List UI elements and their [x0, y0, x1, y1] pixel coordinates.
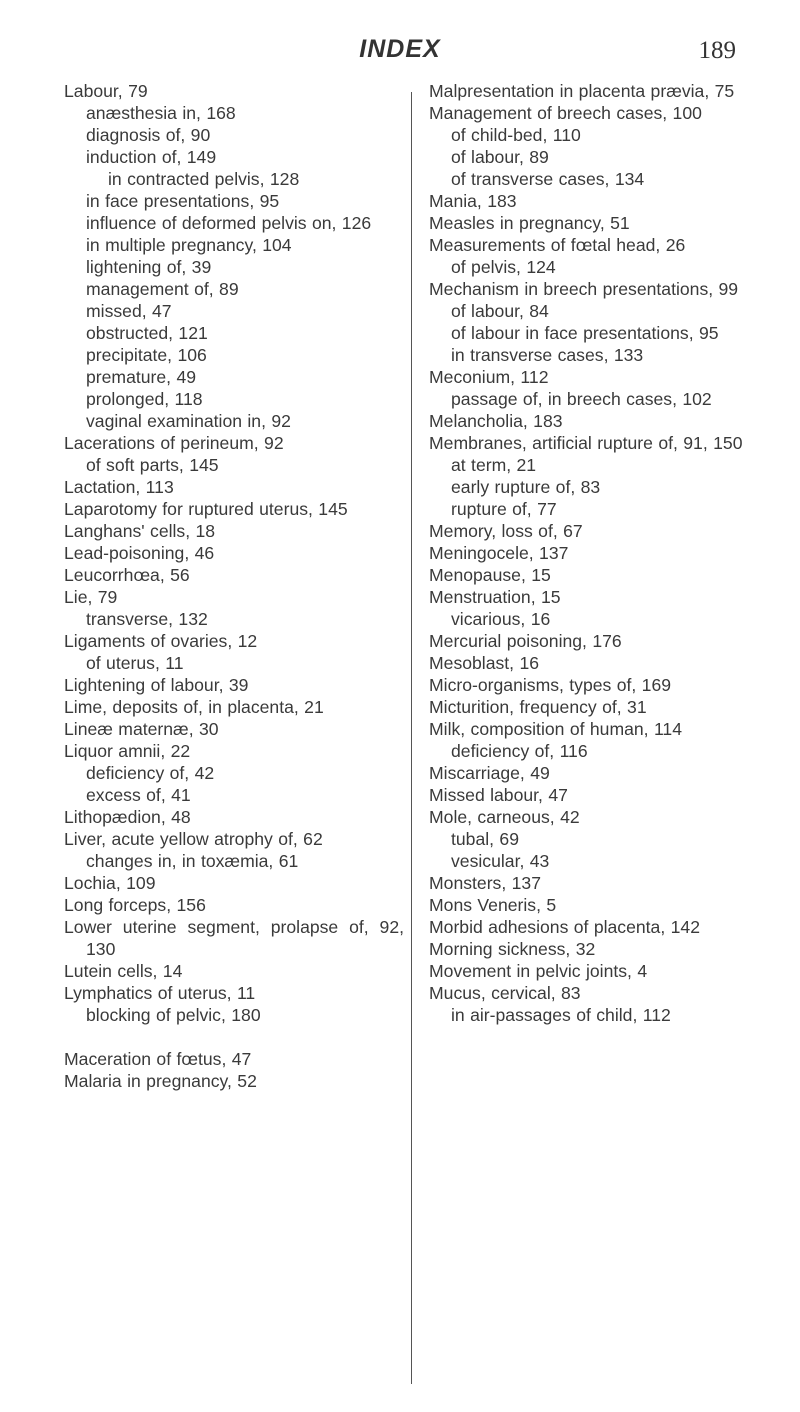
index-heading-entry: Mesoblast, 16	[429, 653, 540, 673]
index-heading-entry: Malaria in pregnancy, 52	[64, 1071, 257, 1091]
index-subentry: of soft parts, 145	[86, 455, 219, 475]
index-subentry: deficiency of, 42	[86, 763, 215, 783]
index-subentry: early rupture of, 83	[451, 477, 601, 497]
index-subentry: of labour, 89	[451, 147, 549, 167]
index-subentry: excess of, 41	[86, 785, 191, 805]
index-subentry: of labour in face presentations, 95	[451, 323, 719, 343]
index-heading-entry: Menopause, 15	[429, 565, 551, 585]
index-subentry: blocking of pelvic, 180	[86, 1005, 261, 1025]
index-gap	[64, 1026, 404, 1048]
index-heading-entry: Laparotomy for ruptured uterus, 145	[64, 499, 348, 519]
index-heading-entry: Lime, deposits of, in placenta, 21	[64, 697, 324, 717]
index-heading-entry: Micturition, frequency of, 31	[429, 697, 647, 717]
index-heading-entry: Ligaments of ovaries, 12	[64, 631, 258, 651]
index-heading-entry: Lower uterine segment, prolapse of, 92, 130	[64, 917, 404, 959]
index-subentry: at term, 21	[451, 455, 537, 475]
index-heading-entry: Lymphatics of uterus, 11	[64, 983, 256, 1003]
index-heading-entry: Mercurial poisoning, 176	[429, 631, 622, 651]
index-heading-entry: Micro-organisms, types of, 169	[429, 675, 672, 695]
column-divider	[411, 92, 412, 1384]
running-title: INDEX	[359, 35, 441, 63]
index-heading-entry: Milk, composition of human, 114	[429, 719, 682, 739]
index-heading-entry: Lacerations of perineum, 92	[64, 433, 284, 453]
index-subentry: induction of, 149	[86, 147, 217, 167]
index-subentry: passage of, in breech cases, 102	[451, 389, 712, 409]
index-subentry: obstructed, 121	[86, 323, 208, 343]
index-heading-entry: Menstruation, 15	[429, 587, 561, 607]
index-heading-entry: Lutein cells, 14	[64, 961, 183, 981]
index-heading-entry: Langhans' cells, 18	[64, 521, 216, 541]
index-subentry: influence of deformed pelvis on, 126	[86, 213, 372, 233]
index-subentry: vaginal examination in, 92	[86, 411, 291, 431]
index-subentry: vicarious, 16	[451, 609, 551, 629]
index-heading-entry: Melancholia, 183	[429, 411, 563, 431]
index-heading-entry: Mucus, cervical, 83	[429, 983, 581, 1003]
index-subentry: changes in, in toxæmia, 61	[86, 851, 299, 871]
index-heading-entry: Long forceps, 156	[64, 895, 206, 915]
index-column-right	[429, 80, 769, 1026]
index-subentry: anæsthesia in, 168	[86, 103, 236, 123]
index-heading-entry: Lithopædion, 48	[64, 807, 191, 827]
index-subentry: of uterus, 11	[86, 653, 184, 673]
index-subentry: deficiency of, 116	[451, 741, 588, 761]
index-subentry: prolonged, 118	[86, 389, 203, 409]
index-heading-entry: Management of breech cases, 100	[429, 103, 702, 123]
index-heading-entry: Lactation, 113	[64, 477, 174, 497]
index-heading-entry: Meconium, 112	[429, 367, 549, 387]
index-heading-entry: Lightening of labour, 39	[64, 675, 249, 695]
index-heading-entry: Malpresentation in placenta prævia, 75	[429, 81, 735, 101]
index-subentry: in transverse cases, 133	[451, 345, 644, 365]
index-column-left	[64, 80, 404, 1092]
index-heading-entry: Lead-poisoning, 46	[64, 543, 215, 563]
index-subentry: in contracted pelvis, 128	[108, 169, 300, 189]
index-heading-entry: Miscarriage, 49	[429, 763, 550, 783]
index-subentry: rupture of, 77	[451, 499, 557, 519]
index-heading-entry: Mania, 183	[429, 191, 517, 211]
index-subentry: of pelvis, 124	[451, 257, 556, 277]
index-heading-entry: Membranes, artificial rupture of, 91, 150	[429, 433, 743, 453]
index-subentry: of transverse cases, 134	[451, 169, 645, 189]
index-subentry: tubal, 69	[451, 829, 519, 849]
index-heading-entry: Labour, 79	[64, 81, 148, 101]
index-heading-entry: Measles in pregnancy, 51	[429, 213, 630, 233]
index-heading-entry: Mons Veneris, 5	[429, 895, 557, 915]
index-subentry: vesicular, 43	[451, 851, 550, 871]
page-number: 189	[698, 37, 736, 64]
index-subentry: lightening of, 39	[86, 257, 212, 277]
index-subentry: of child-bed, 110	[451, 125, 581, 145]
index-heading-entry: Maceration of fœtus, 47	[64, 1049, 252, 1069]
index-heading-entry: Mechanism in breech presentations, 99	[429, 279, 739, 299]
index-subentry: in face presentations, 95	[86, 191, 280, 211]
index-heading-entry: Liver, acute yellow atrophy of, 62	[64, 829, 323, 849]
index-subentry: missed, 47	[86, 301, 172, 321]
index-subentry: precipitate, 106	[86, 345, 207, 365]
index-subentry: of labour, 84	[451, 301, 549, 321]
index-heading-entry: Morning sickness, 32	[429, 939, 596, 959]
index-heading-entry: Mole, carneous, 42	[429, 807, 580, 827]
index-heading-entry: Lochia, 109	[64, 873, 156, 893]
index-heading-entry: Lie, 79	[64, 587, 118, 607]
index-heading-entry: Morbid adhesions of placenta, 142	[429, 917, 700, 937]
index-heading-entry: Measurements of fœtal head, 26	[429, 235, 686, 255]
index-heading-entry: Monsters, 137	[429, 873, 541, 893]
index-heading-entry: Memory, loss of, 67	[429, 521, 583, 541]
index-subentry: transverse, 132	[86, 609, 208, 629]
index-heading-entry: Meningocele, 137	[429, 543, 569, 563]
index-heading-entry: Movement in pelvic joints, 4	[429, 961, 648, 981]
index-subentry: in air-passages of child, 112	[451, 1005, 671, 1025]
index-subentry: diagnosis of, 90	[86, 125, 211, 145]
index-subentry: in multiple pregnancy, 104	[86, 235, 292, 255]
index-subentry: premature, 49	[86, 367, 197, 387]
index-heading-entry: Missed labour, 47	[429, 785, 568, 805]
index-heading-entry: Lineæ maternæ, 30	[64, 719, 219, 739]
index-subentry: management of, 89	[86, 279, 239, 299]
index-heading-entry: Leucorrhœa, 56	[64, 565, 190, 585]
index-heading-entry: Liquor amnii, 22	[64, 741, 191, 761]
